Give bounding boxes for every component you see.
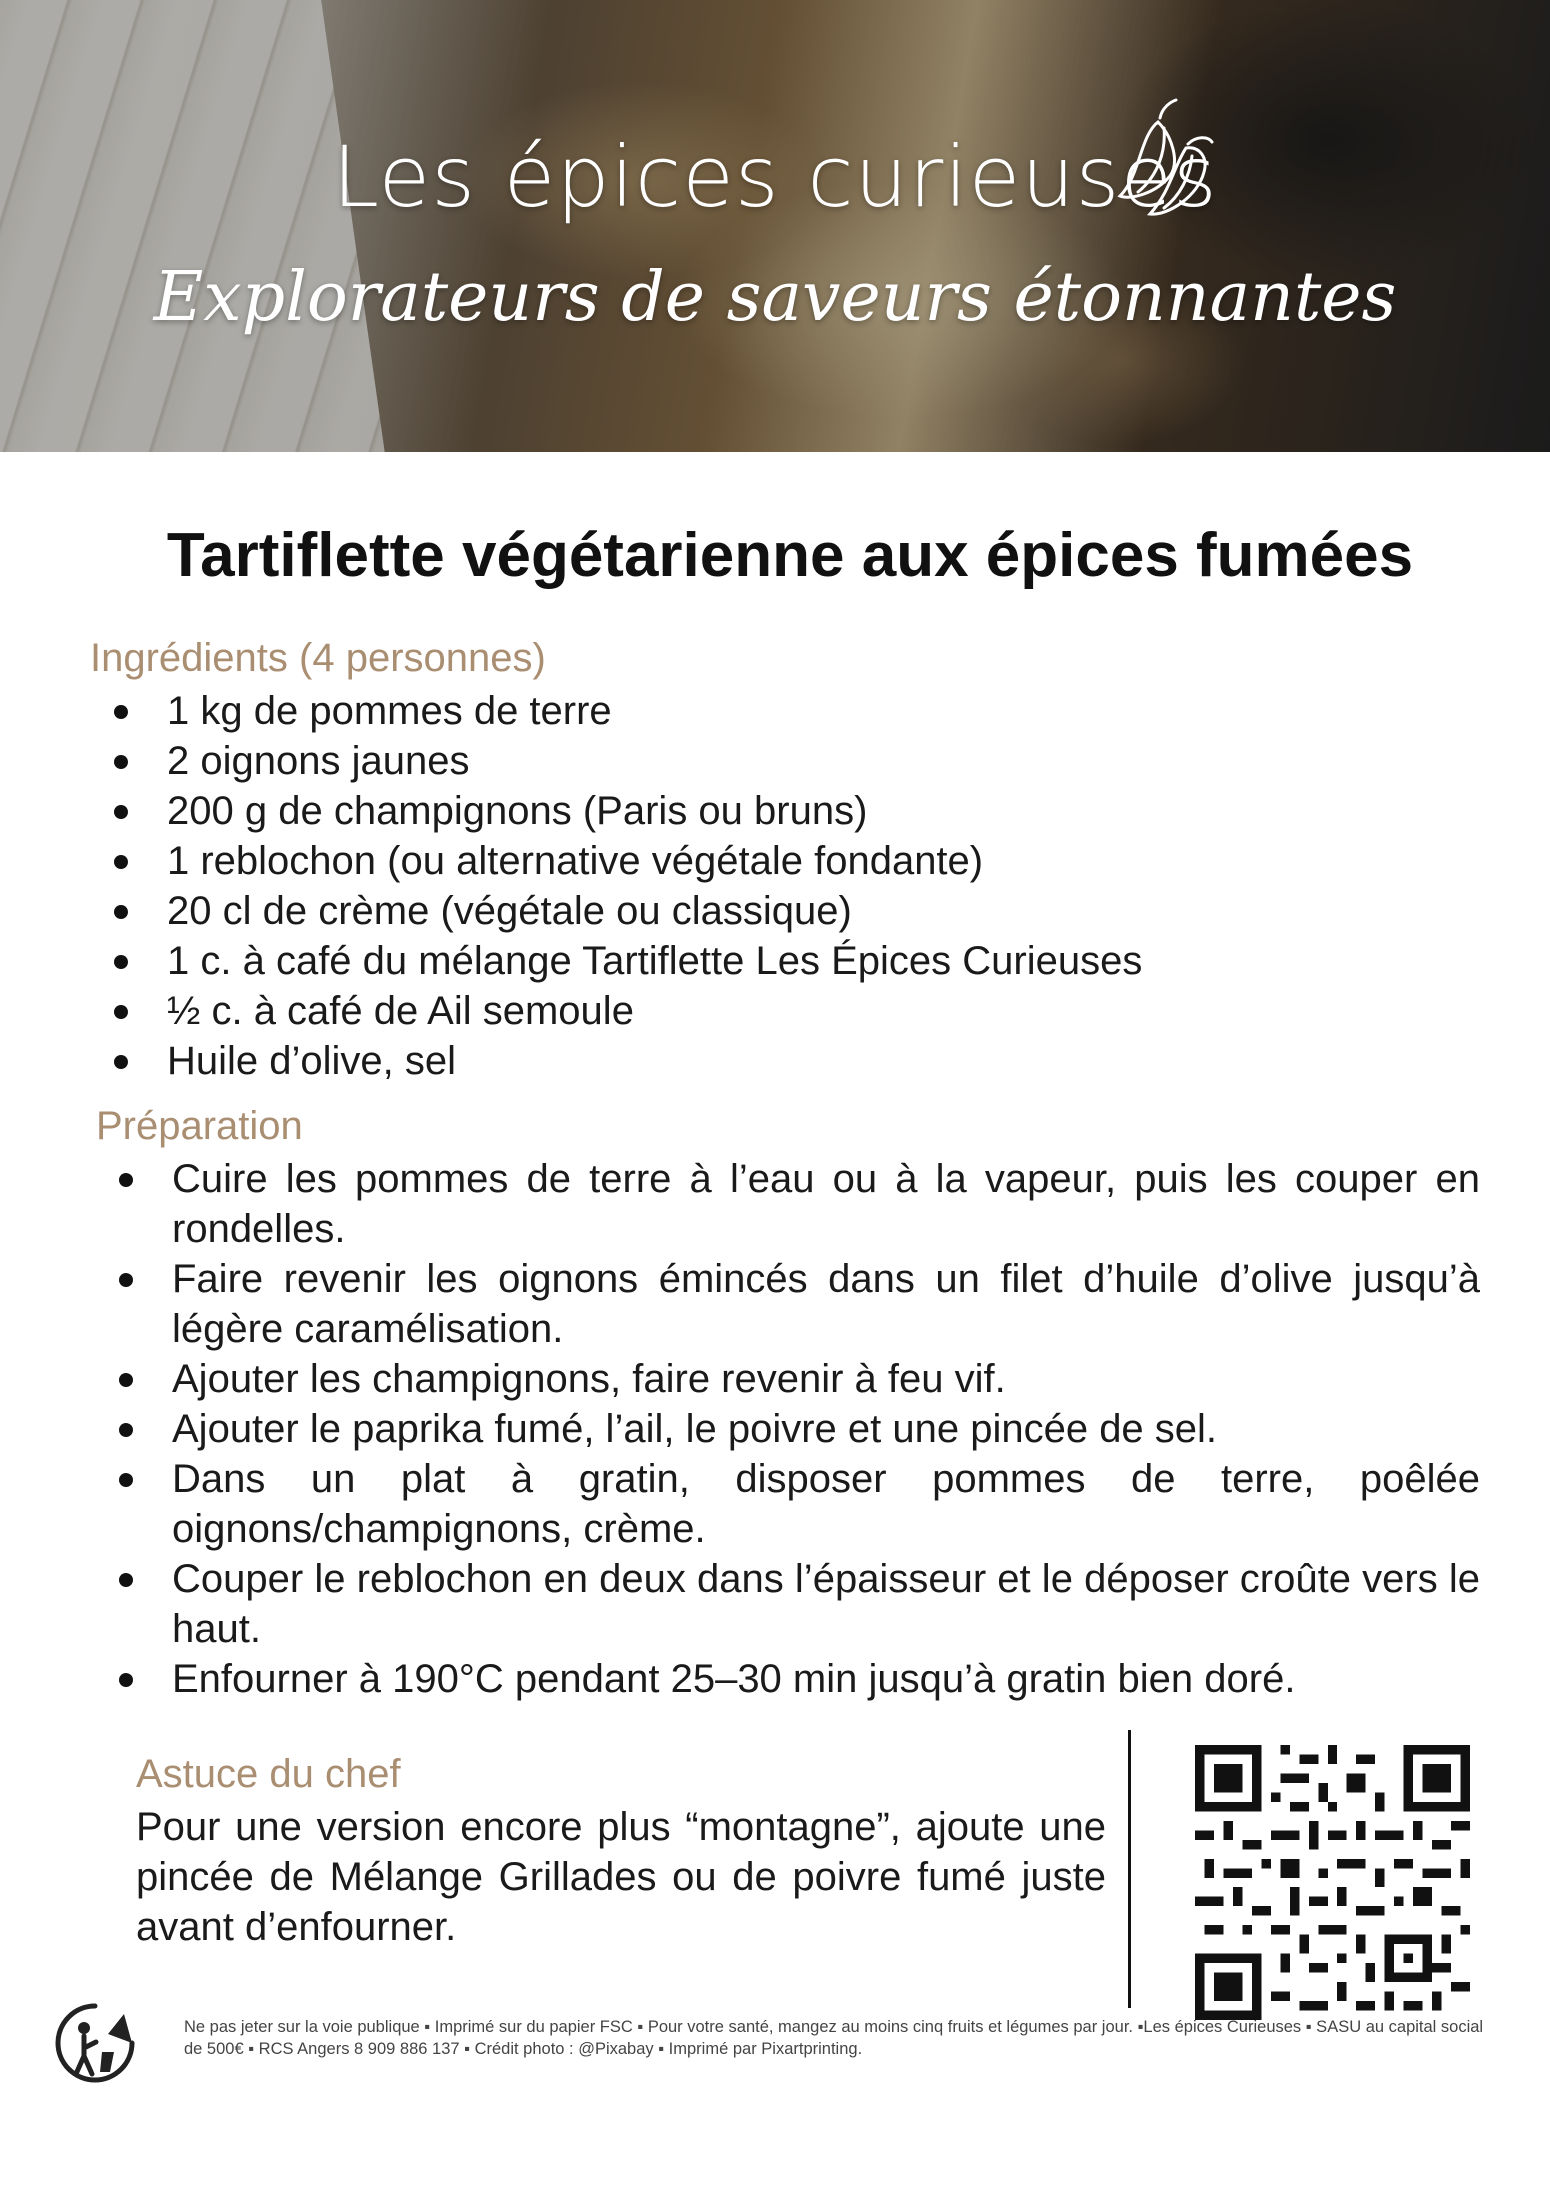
- list-item: Huile d’olive, sel: [167, 1036, 1467, 1086]
- list-item: 200 g de champignons (Paris ou bruns): [167, 786, 1467, 836]
- list-item: Cuire les pommes de terre à l’eau ou à la vapeur, puis les couper en rondelles.: [172, 1154, 1480, 1254]
- chili-pepper-icon: [1100, 96, 1240, 226]
- tip-heading: Astuce du chef: [136, 1752, 401, 1796]
- list-item: Ajouter le paprika fumé, l’ail, le poivre et une pincée de sel.: [172, 1404, 1480, 1454]
- list-item: 1 reblochon (ou alternative végétale fondante): [167, 836, 1467, 886]
- list-item: 1 kg de pommes de terre: [167, 686, 1467, 736]
- preparation-heading: Préparation: [96, 1104, 303, 1148]
- list-item: Faire revenir les oignons émincés dans un filet d’huile d’olive jusqu’à légère caramélisation.: [172, 1254, 1480, 1354]
- ingredients-heading: Ingrédients (4 personnes): [90, 636, 546, 680]
- banner-overlay: [0, 0, 1550, 452]
- preparation-list: [172, 1154, 1480, 1704]
- ingredients-list: [167, 686, 1467, 1086]
- vertical-divider: [1128, 1730, 1131, 2008]
- list-item: Enfourner à 190°C pendant 25–30 min jusqu’à gratin bien doré.: [172, 1654, 1480, 1704]
- list-item: 1 c. à café du mélange Tartiflette Les Épices Curieuses: [167, 936, 1467, 986]
- triman-recycling-icon: [50, 1998, 140, 2088]
- recipe-title: Tartiflette végétarienne aux épices fumées: [166, 521, 1414, 590]
- qr-code[interactable]: [1195, 1745, 1470, 2020]
- legal-footer: Ne pas jeter sur la voie publique ▪ Imprimé sur du papier FSC ▪ Pour votre santé, mangez au moins cinq fruits et légumes par jour. ▪Les épices Curieuses ▪ SASU au capital social de 500€ ▪ RCS Angers 8 909 886 137 ▪ Crédit photo : @Pixabay ▪ Imprimé par Pixartprinting.: [184, 2018, 1484, 2058]
- list-item: 20 cl de crème (végétale ou classique): [167, 886, 1467, 936]
- list-item: Ajouter les champignons, faire revenir à feu vif.: [172, 1354, 1480, 1404]
- list-item: Dans un plat à gratin, disposer pommes de terre, poêlée oignons/champignons, crème.: [172, 1454, 1480, 1554]
- brand-name: Les épices curieuses: [332, 128, 1218, 226]
- list-item: ½ c. à café de Ail semoule: [167, 986, 1467, 1036]
- list-item: Couper le reblochon en deux dans l’épaisseur et le déposer croûte vers le haut.: [172, 1554, 1480, 1654]
- list-item: 2 oignons jaunes: [167, 736, 1467, 786]
- header-banner: [0, 0, 1550, 452]
- brand-tagline: Explorateurs de saveurs étonnantes: [153, 258, 1397, 337]
- tip-text: Pour une version encore plus “montagne”, ajoute une pincée de Mélange Grillades ou de poivre fumé juste avant d’enfourner.: [136, 1805, 1106, 1949]
